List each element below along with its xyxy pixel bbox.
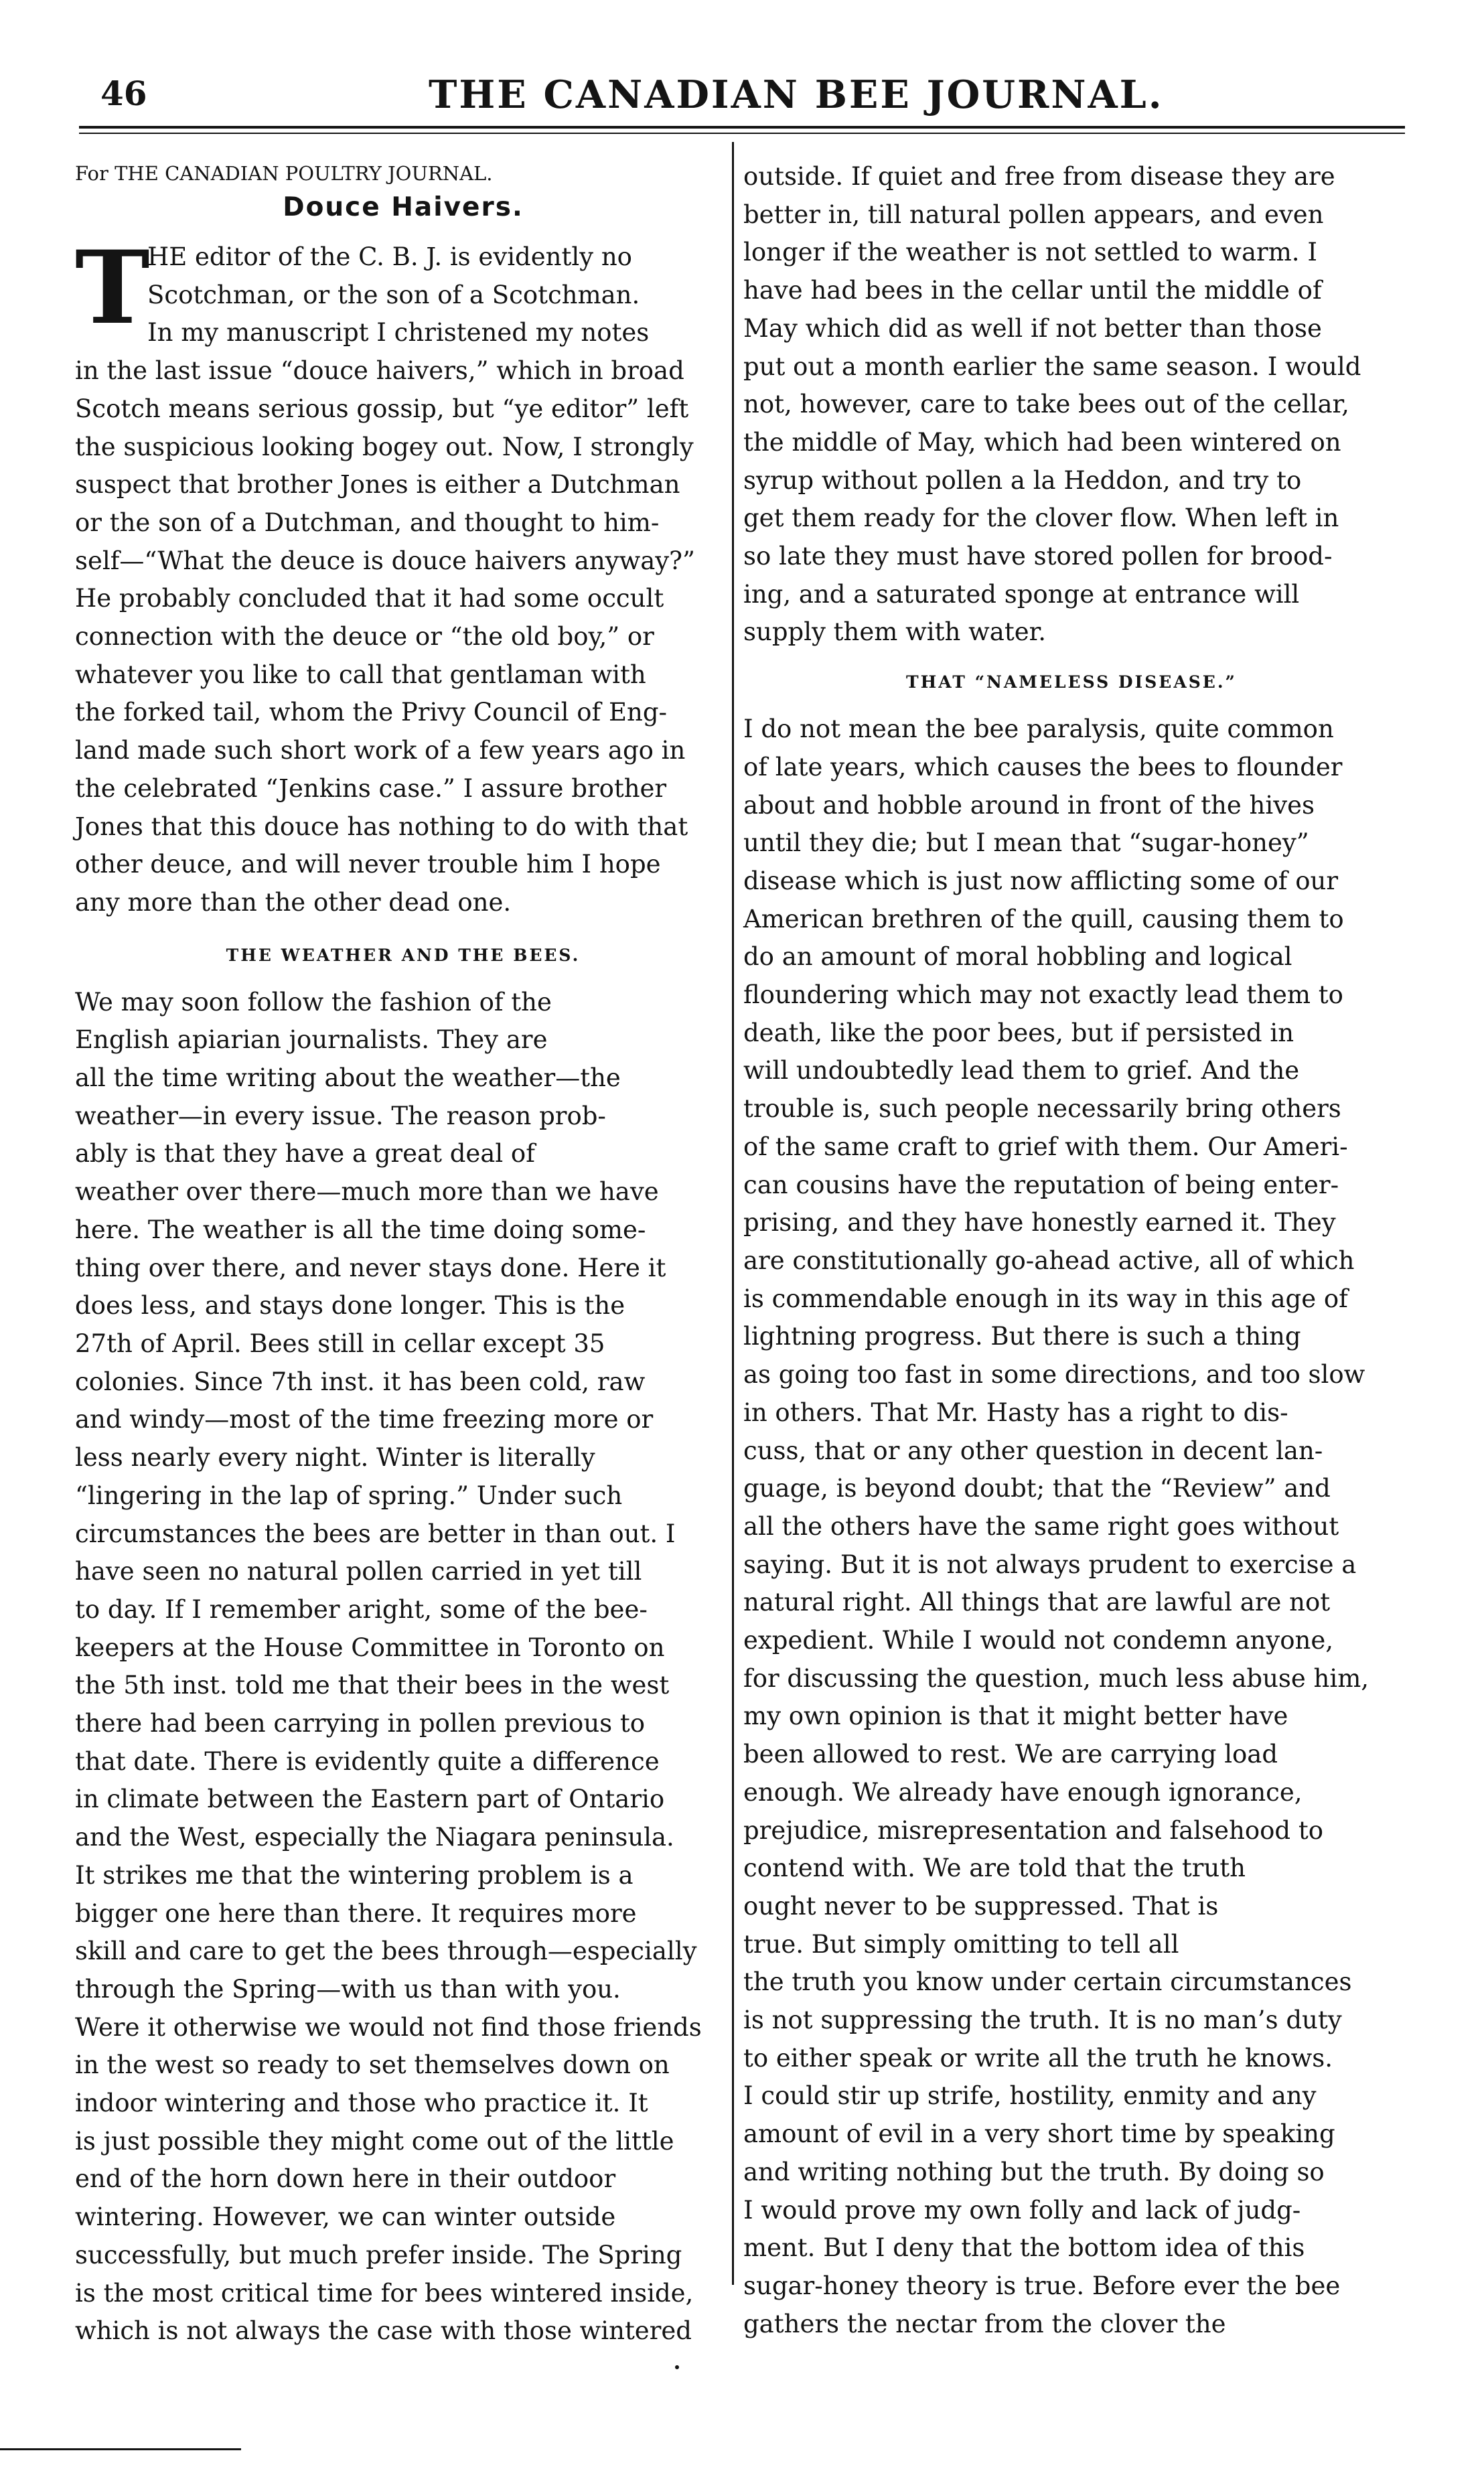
bottom-edge-rule [0,2448,241,2450]
page-number: 46 [100,74,147,113]
header-rule-thin [79,133,1405,134]
intro-text: HE editor of the C. B. J. is evidently no Scotchman, or the son of a Scotchman. In my manuscript I christened my notes in the last issue “douce haivers,” which in broad Scotch means serious gossip, but “ye editor” left the suspicious looking bogey out. Now, I strongly suspect that brother Jones is either a Dutchman or the son of a Dutchman, and thought to him- self—“What the deuce is douce haivers anyway?” He probably concluded that it had some occult connection with the deuce or “the old boy,” or whatever you like to call that gentlaman with the forked tail, whom the Privy Council of Eng- land made such short work of a few years ago in the celebrated “Jenkins case.” I assure brother Jones that this douce has nothing to do with that other deuce, and will never trouble him I hope any more than the other dead one. [75,242,695,917]
continued-text: outside. If quiet and free from disease they are better in, till natural pollen appears, and even longer if the weather is not settled to warm. I have had bees in the cellar until the middle of May which did as well if not better than those put out a month earlier the same season. I would not, however, care to take bees out of the cellar, the middle of May, which had been wintered on syrup without pollen a la Heddon, and try to get them ready for the clover flow. When left in so late they must have stored pollen for brood- ing, and a saturated sponge at entrance will supply them with water. [743,162,1361,647]
drop-cap: T [75,229,150,347]
header-rule-thick [79,126,1405,129]
source-line: For THE CANADIAN POULTRY JOURNAL. [75,162,493,185]
page-speck [675,2365,679,2369]
section-heading-disease: THAT “NAMELESS DISEASE.” [906,672,1237,692]
section-heading-weather: THE WEATHER AND THE BEES. [226,945,581,965]
weather-text: We may soon follow the fashion of the English apiarian journalists. They are all the time writing about the weather—the weather—in every issue. The reason prob- ably is that they have a great deal of weather over there—much more than we have here. The weather is all the time doing some- thing over there, and never stays done. Here it does less, and stays done longer. This is the 27th of April. Bees still in cellar except 35 colonies. Since 7th inst. it has been cold, raw and windy—most of the time freezing more or less nearly every night. Winter is literally “lingering in the lap of spring.” Under such circumstances the bees are better in than out. I have seen no natural pollen carried in yet till to day. If I remember aright, some of the bee- keepers at the House Committee in Toronto on the 5th inst. told me that their bees in the west there had been carrying in pollen previous to that date. There is evidently quite a difference in climate between the Eastern part of Ontario and the West, especially the Niagara peninsula. It strikes me that the wintering problem is a bigger one here than there. It requires more skill and care to get the bees through—especially through the Spring—with us than with you. Were it otherwise we would not find those friends in the west so ready to set themselves down on indoor wintering and those who practice it. It is just possible they might come out of the little end of the horn down here in their outdoor wintering. However, we can winter outside successfully, but much prefer inside. The Spring is the most critical time for bees wintered inside, which is not always the case with those wintered [75,987,702,2346]
column-divider [732,142,734,2285]
disease-text: I do not mean the bee paralysis, quite common of late years, which causes the bees to flounder about and hobble around in front of the hives until they die; but I mean that “sugar-honey” disease which is just now afflicting some of our American brethren of the quill, causing them to do an amount of moral hobbling and logical floundering which may not exactly lead them to death, like the poor bees, but if persisted in will undoubtedly lead them to grief. And the trouble is, such people necessarily bring others of the same craft to grief with them. Our Ameri- can cousins have the reputation of being enter- prising, and they have honestly earned it. They are constitutionally go-ahead active, all of which is commendable enough in its way in this age of lightning progress. But there is such a thing as going too fast in some directions, and too slow in others. That Mr. Hasty has a right to dis- cuss, that or any other question in decent lan- guage, is beyond doubt; that the “Review” and all the others have the same right goes without saying. But it is not always prudent to exercise a natural right. All things that are lawful are not expedient. While I would not condemn anyone, for discussing the question, much less abuse him, my own opinion is that it might better have been allowed to rest. We are carrying load enough. We already have enough ignorance, prejudice, misrepresentation and falsehood to contend with. We are told that the truth ought never to be suppressed. That is true. But simply omitting to tell all the truth you know under certain circumstances is not suppressing the truth. It is no man’s duty to either speak or write all the truth he knows. I could stir up strife, hostility, enmity and any amount of evil in a very short time by speaking and writing nothing but the truth. By doing so I would prove my own folly and lack of judg- ment. But I deny that the bottom idea of this sugar-honey theory is true. Before ever the bee gathers the nectar from the clover the [743,715,1369,2338]
left-column [75,158,731,2350]
journal-title: THE CANADIAN BEE JOURNAL. [429,72,1164,117]
intro-paragraph [75,229,731,922]
right-column [743,158,1400,2343]
article-title: Douce Haivers. [283,192,524,222]
